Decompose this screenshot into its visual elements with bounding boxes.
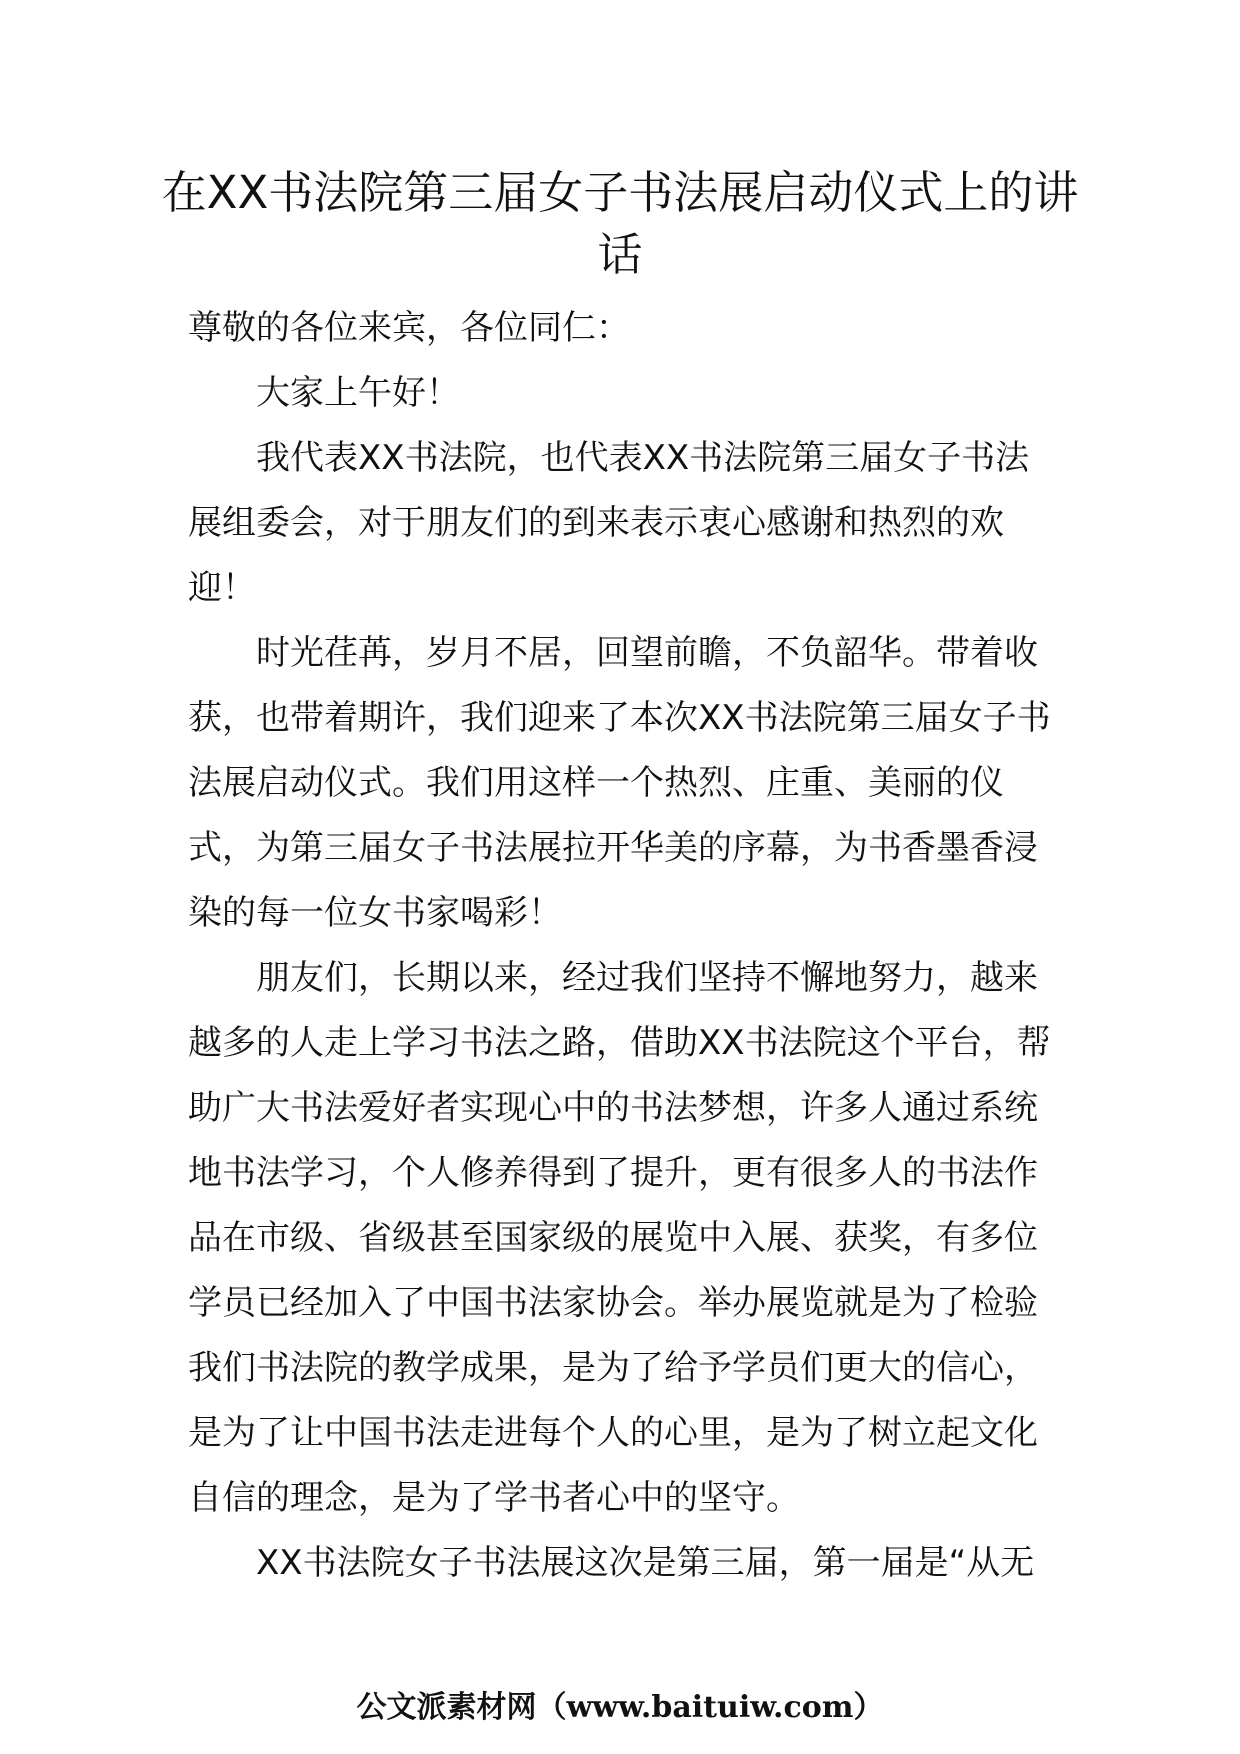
paragraph-history: XX书法院女子书法展这次是第三届，第一届是“从无 xyxy=(256,1543,1035,1583)
document-body xyxy=(188,296,1060,1596)
footer-watermark-text: 公文派素材网（www.baituiw.com） xyxy=(356,1690,884,1725)
paragraph-ceremony: 时光荏苒，岁月不居，回望前瞻，不负韶华。带着收获，也带着期许，我们迎来了本次XX书法院第三届女子书法展启动仪式。我们用这样一个热烈、庄重、美丽的仪式，为第三届女子书法展拉开华美的序幕，为书香墨香浸染的每一位女书家喝彩！ xyxy=(188,633,1051,933)
paragraph-greeting: 大家上午好！ xyxy=(256,373,460,413)
paragraph-welcome: 我代表XX书法院，也代表XX书法院第三届女子书法展组委会，对于朋友们的到来表示衷心感谢和热烈的欢迎！ xyxy=(188,438,1030,608)
document-title: 在XX书法院第三届女子书法展启动仪式上的讲话 xyxy=(161,166,1079,281)
paragraph-achievements: 朋友们，长期以来，经过我们坚持不懈地努力，越来越多的人走上学习书法之路，借助XX书法院这个平台，帮助广大书法爱好者实现心中的书法梦想，许多人通过系统地书法学习，个人修养得到了提升，更有很多人的书法作品在市级、省级甚至国家级的展览中入展、获奖，有多位学员已经加入了中国书法家协会。举办展览就是为了检验我们书法院的教学成果，是为了给予学员们更大的信心，是为了让中国书法走进每个人的心里，是为了树立起文化自信的理念，是为了学书者心中的坚守。 xyxy=(188,958,1051,1518)
salutation: 尊敬的各位来宾，各位同仁： xyxy=(188,308,630,348)
